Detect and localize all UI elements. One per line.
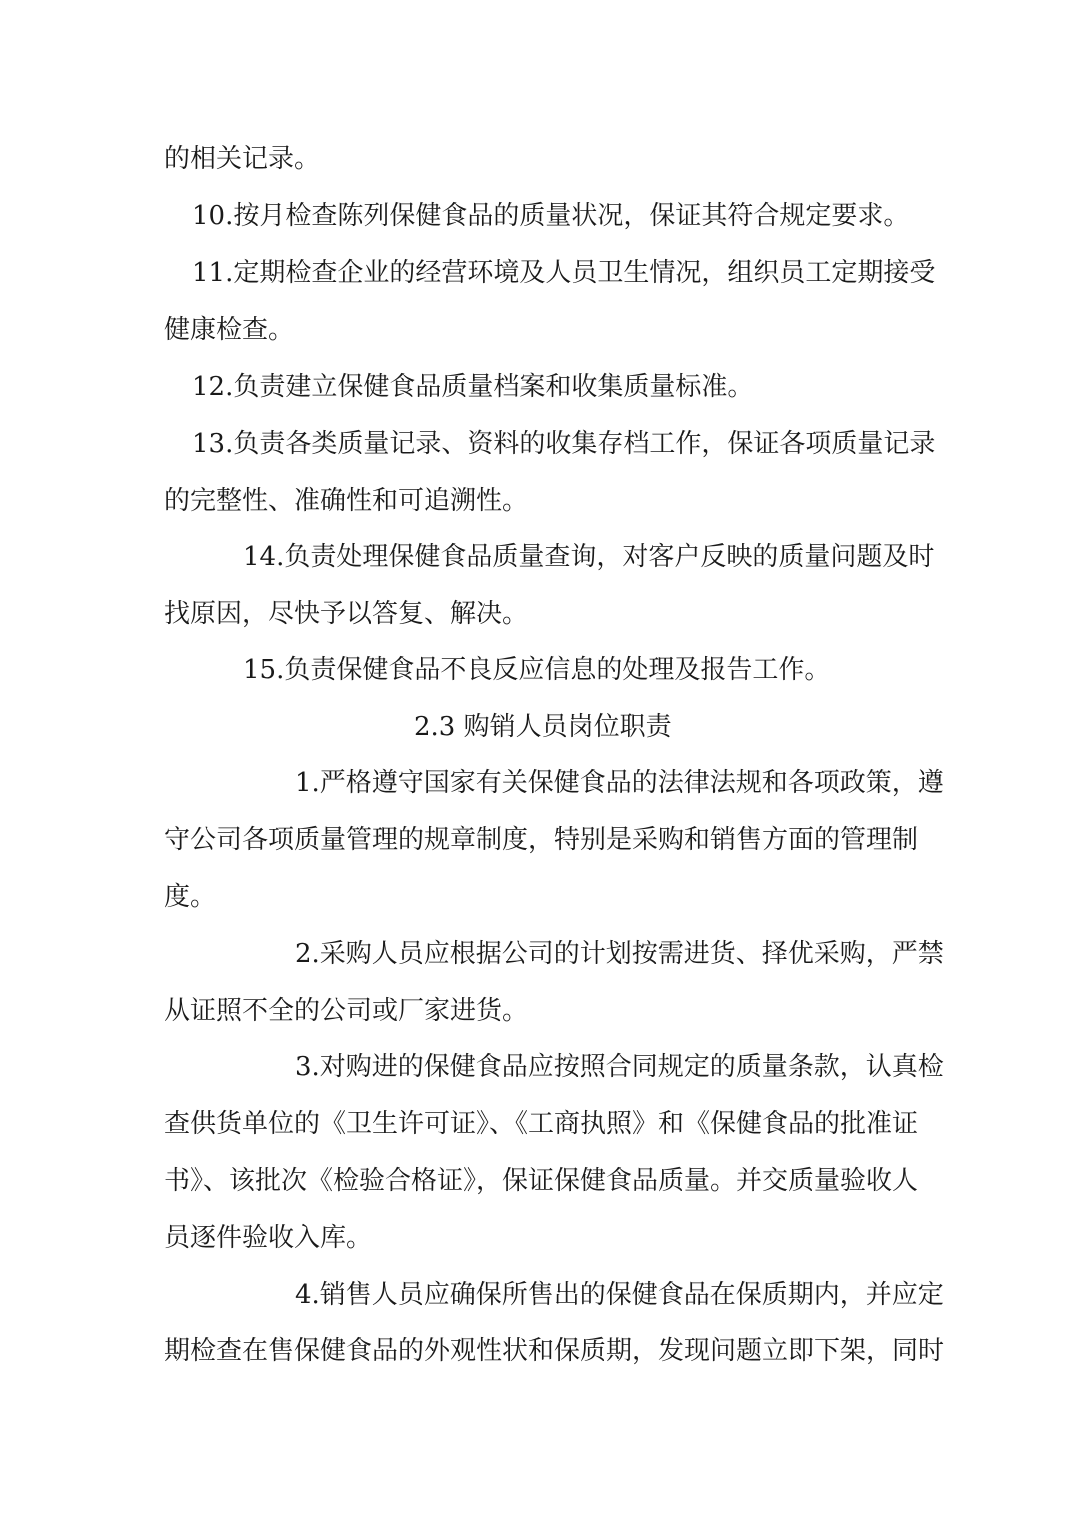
text-line: 11.定期检查企业的经营环境及人员卫生情况，组织员工定期接受: [192, 258, 936, 288]
text-line: 查供货单位的《卫生许可证》、《工商执照》和《保健食品的批准证: [164, 1109, 919, 1139]
text-line: 的完整性、准确性和可追溯性。: [164, 486, 529, 516]
text-line: 的相关记录。: [164, 144, 321, 174]
text-line: 4.销售人员应确保所售出的保健食品在保质期内，并应定: [295, 1280, 944, 1310]
text-line: 从证照不全的公司或厂家进货。: [164, 996, 529, 1026]
text-line: 1.严格遵守国家有关保健食品的法律法规和各项政策，遵: [295, 768, 944, 798]
section-heading: 2.3 购销人员岗位职责: [414, 712, 672, 742]
text-line: 3.对购进的保健食品应按照合同规定的质量条款，认真检: [295, 1052, 944, 1082]
text-line: 15.负责保健食品不良反应信息的处理及报告工作。: [243, 655, 831, 685]
text-line: 度。: [164, 882, 217, 912]
text-line: 期检查在售保健食品的外观性状和保质期，发现问题立即下架，同时: [164, 1336, 945, 1366]
text-line: 14.负责处理保健食品质量查询，对客户反映的质量问题及时: [243, 542, 935, 572]
text-line: 书》、该批次《检验合格证》，保证保健食品质量。并交质量验收人: [164, 1166, 919, 1196]
text-line: 找原因，尽快予以答复、解决。: [164, 599, 529, 629]
text-line: 13.负责各类质量记录、资料的收集存档工作，保证各项质量记录: [192, 429, 936, 459]
text-line: 守公司各项质量管理的规章制度，特别是采购和销售方面的管理制: [164, 825, 919, 855]
text-line: 健康检查。: [164, 315, 295, 345]
text-line: 10.按月检查陈列保健食品的质量状况，保证其符合规定要求。: [192, 201, 910, 231]
text-line: 员逐件验收入库。: [164, 1223, 373, 1253]
text-line: 2.采购人员应根据公司的计划按需进货、择优采购，严禁: [295, 939, 944, 969]
text-line: 12.负责建立保健食品质量档案和收集质量标准。: [192, 372, 754, 402]
